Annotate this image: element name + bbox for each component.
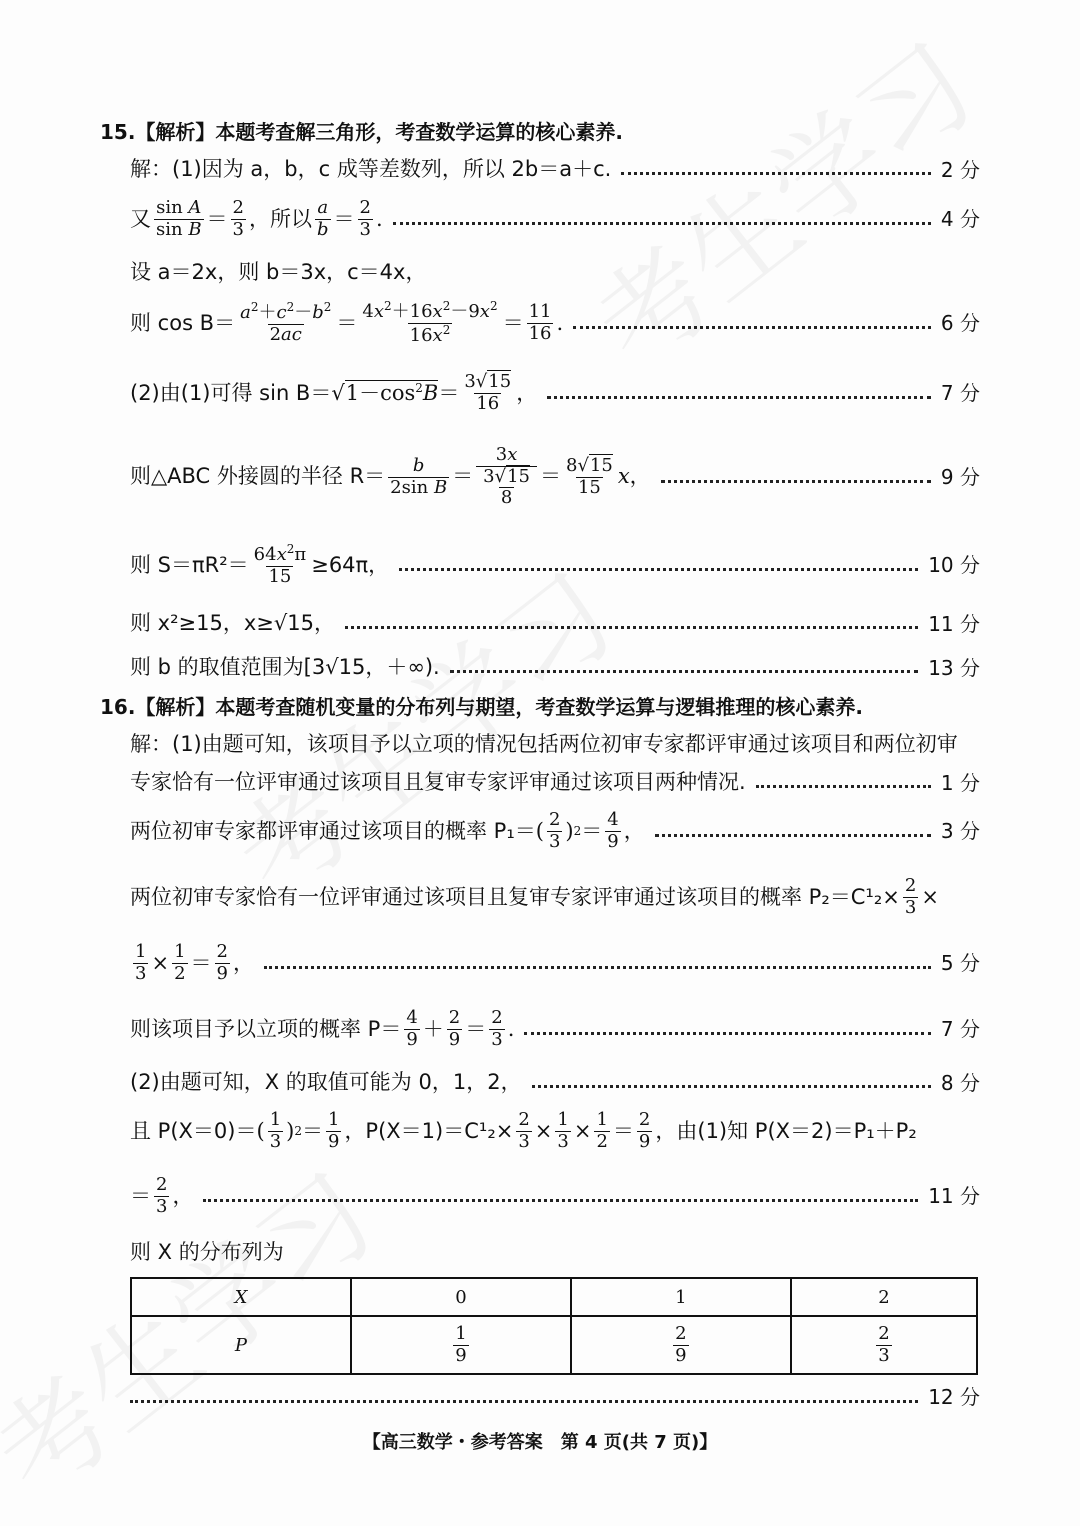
fraction: $\frac{2}{9}$ bbox=[448, 1007, 461, 1050]
score: 11 分 bbox=[928, 611, 980, 636]
q16-step-1: 解：(1)由题可知，该项目予以立项的情况包括两位初审专家都评审通过该项目和两位初审 bbox=[130, 732, 958, 756]
q16-step-5: $\frac{1}{3}$ × $\frac{1}{2}$ ＝ $\frac{2}{9}$ ， 5 分 bbox=[135, 941, 980, 984]
q15-step-2: 又 $\frac{\text{sin A}}{\text{sin B}}$ ＝ $\frac{2}{3}$ ，所以 $\frac{a}{b}$ ＝ $\frac{2}{3}$ . 4 分 bbox=[130, 197, 980, 240]
score: 13 分 bbox=[928, 655, 980, 680]
table-header-cell: 2 bbox=[791, 1278, 977, 1316]
leader-dots bbox=[547, 396, 931, 399]
q15-step-6: 则△ABC 外接圆的半径 R＝ $\frac{b}{\text{2sin B}}$ ＝ $\frac{3x}{\frac{3√15}{8}}$ ＝ $\frac{8√15}{15}$ x ， 9 分 bbox=[130, 444, 980, 509]
fraction: $\frac{\text{sin A}}{\text{sin B}}$ bbox=[156, 197, 202, 240]
score: 11 分 bbox=[928, 1184, 980, 1209]
score: 1 分 bbox=[940, 770, 980, 795]
table-cell: P bbox=[131, 1316, 351, 1374]
fraction: $\frac{2}{3}$ bbox=[548, 809, 561, 852]
score: 2 分 bbox=[940, 157, 980, 182]
table-row bbox=[131, 1316, 977, 1374]
fraction: $\frac{1}{9}$ bbox=[327, 1109, 340, 1152]
leader-dots bbox=[203, 1199, 918, 1202]
score: 8 分 bbox=[940, 1070, 980, 1095]
score: 12 分 bbox=[928, 1385, 980, 1409]
leader-dots bbox=[393, 222, 931, 225]
q15-step-3: 设 a＝2x，则 b＝3x，c＝4x， bbox=[130, 260, 427, 284]
fraction: $\frac{2}{9}$ bbox=[216, 941, 228, 984]
table-cell bbox=[351, 1316, 571, 1374]
fraction: $\frac{2}{3}$ bbox=[232, 197, 244, 240]
fraction: $\frac{4}{9}$ bbox=[607, 809, 619, 852]
q16-step-3: 两位初审专家都评审通过该项目的概率 P₁＝ ( $\frac{2}{3}$ ) 2 ＝ $\frac{4}{9}$ ， 3 分 bbox=[130, 809, 980, 852]
table-cell bbox=[791, 1316, 977, 1374]
leader-dots bbox=[399, 568, 918, 571]
fraction: $\frac{b}{\text{2sin B}}$ bbox=[390, 454, 448, 498]
q16-header: 16.【解析】本题考查随机变量的分布列与期望，考查数学运算与逻辑推理的核心素养. bbox=[100, 695, 864, 719]
fraction: $\frac{2}{9}$ bbox=[675, 1322, 687, 1366]
fraction: $\frac{2}{3}$ bbox=[156, 1174, 168, 1217]
score: 9 分 bbox=[940, 465, 980, 490]
q16-step-6: 则该项目予以立项的概率 P＝ $\frac{4}{9}$ ＋ $\frac{2}{9}$ ＝ $\frac{2}{3}$ . 7 分 bbox=[130, 1007, 980, 1050]
leader-dots bbox=[573, 326, 931, 329]
table-header-cell: X bbox=[131, 1278, 351, 1316]
q16-step-2: 专家恰有一位评审通过该项目且复审专家评审通过该项目两种情况. 1 分 bbox=[130, 770, 980, 795]
page-footer: 【高三数学・参考答案 第 4 页(共 7 页)】 bbox=[362, 1432, 718, 1453]
fraction: $\frac{2}{9}$ bbox=[638, 1109, 651, 1152]
q16-step-10: 则 X 的分布列为 bbox=[130, 1240, 284, 1264]
q16-step-8: 且 P(X＝0)＝ ( $\frac{1}{3}$ ) 2 ＝ $\frac{1}{9}$ ，P(X＝1)＝C¹₂× $\frac{2}{3}$ × $\frac{1}{3}$ × $\frac{1}{2}$ ＝ $\frac{2}{9}$ ，由(1)知 P(X＝2)＝P₁＋P₂ bbox=[130, 1109, 917, 1152]
fraction: $\frac{1}{9}$ bbox=[455, 1322, 467, 1366]
score: 3 分 bbox=[940, 819, 980, 844]
q16-step-4: 两位初审专家恰有一位评审通过该项目且复审专家评审通过该项目的概率 P₂＝C¹₂× $\frac{2}{3}$ × bbox=[130, 875, 939, 918]
score: 7 分 bbox=[940, 381, 980, 406]
q15-step-4: 则 cos B＝ $\frac{a^2+c^2-b^2}{2ac}$ ＝ $\frac{4x^2+16x^2-9x^2}{16x^2}$ ＝ $\frac{11}{16}$ . 6 分 bbox=[130, 299, 980, 346]
leader-dots bbox=[655, 834, 931, 837]
score: 5 分 bbox=[940, 951, 980, 976]
fraction: $\frac{1}{3}$ bbox=[269, 1109, 282, 1152]
fraction: $\frac{1}{3}$ bbox=[135, 941, 147, 984]
q15-header: 15.【解析】本题考查解三角形，考查数学运算的核心素养. bbox=[100, 120, 624, 144]
leader-dots bbox=[621, 172, 931, 175]
leader-dots bbox=[264, 966, 931, 969]
q15-step-1: 解：(1)因为 a，b，c 成等差数列，所以 2b＝a＋c. 2 分 bbox=[130, 157, 980, 182]
leader-dots bbox=[756, 785, 931, 788]
distribution-table bbox=[130, 1277, 978, 1375]
fraction: $\frac{64x^2\pi}{15}$ bbox=[253, 542, 307, 587]
q15-step-7: 则 S＝πR²＝ $\frac{64x^2\pi}{15}$ ≥64π， 10 分 bbox=[130, 542, 980, 587]
fraction: $\frac{1}{3}$ bbox=[557, 1109, 569, 1152]
fraction: $\frac{1}{2}$ bbox=[596, 1109, 608, 1152]
q15-step-8: 则 x²≥15，x≥√15， 11 分 bbox=[130, 611, 980, 636]
score: 4 分 bbox=[940, 207, 980, 232]
fraction: $\frac{3√15}{16}$ bbox=[464, 371, 512, 414]
fraction: $\frac{2}{3}$ bbox=[359, 197, 371, 240]
q16-step-7: (2)由题可知，X 的取值可能为 0，1，2， 8 分 bbox=[130, 1070, 980, 1095]
fraction: $\frac{4x^2+16x^2-9x^2}{16x^2}$ bbox=[362, 299, 498, 346]
leader-dots bbox=[345, 626, 918, 629]
table-row bbox=[131, 1278, 977, 1316]
fraction: $\frac{2}{3}$ bbox=[878, 1322, 890, 1366]
leader-dots bbox=[661, 480, 931, 483]
q15-step-5: (2)由(1)可得 sin B＝ √ $1-\cos^2B$ ＝ $\frac{3√15}{16}$ ， 7 分 bbox=[130, 371, 980, 414]
fraction: $\frac{a^2+c^2-b^2}{2ac}$ bbox=[240, 300, 332, 345]
leader-dots bbox=[450, 670, 918, 673]
score: 6 分 bbox=[940, 311, 980, 336]
fraction: $\frac{8√15}{15}$ bbox=[566, 454, 613, 498]
table-cell bbox=[571, 1316, 791, 1374]
q16-step-9: ＝ $\frac{2}{3}$ ， 11 分 bbox=[130, 1174, 980, 1217]
fraction: $\frac{2}{3}$ bbox=[904, 875, 917, 918]
leader-dots bbox=[130, 1400, 918, 1403]
fraction: $\frac{11}{16}$ bbox=[528, 301, 552, 344]
fraction: $\frac{2}{3}$ bbox=[491, 1007, 503, 1050]
table-header-cell: 1 bbox=[571, 1278, 791, 1316]
leader-dots bbox=[532, 1085, 931, 1088]
score: 7 分 bbox=[940, 1017, 980, 1042]
watermark bbox=[198, 531, 642, 926]
fraction: $\frac{a}{b}$ bbox=[317, 197, 329, 240]
fraction: $\frac{2}{3}$ bbox=[518, 1109, 530, 1152]
q16-step-11 bbox=[130, 1385, 980, 1409]
fraction: $\frac{4}{9}$ bbox=[406, 1007, 418, 1050]
fraction: $\frac{1}{2}$ bbox=[174, 941, 186, 984]
q15-step-9: 则 b 的取值范围为[3√15，＋∞). 13 分 bbox=[130, 655, 980, 680]
leader-dots bbox=[524, 1032, 931, 1035]
table-header-cell: 0 bbox=[351, 1278, 571, 1316]
score: 10 分 bbox=[928, 553, 980, 578]
fraction: $\frac{3x}{\frac{3√15}{8}}$ bbox=[476, 445, 537, 509]
